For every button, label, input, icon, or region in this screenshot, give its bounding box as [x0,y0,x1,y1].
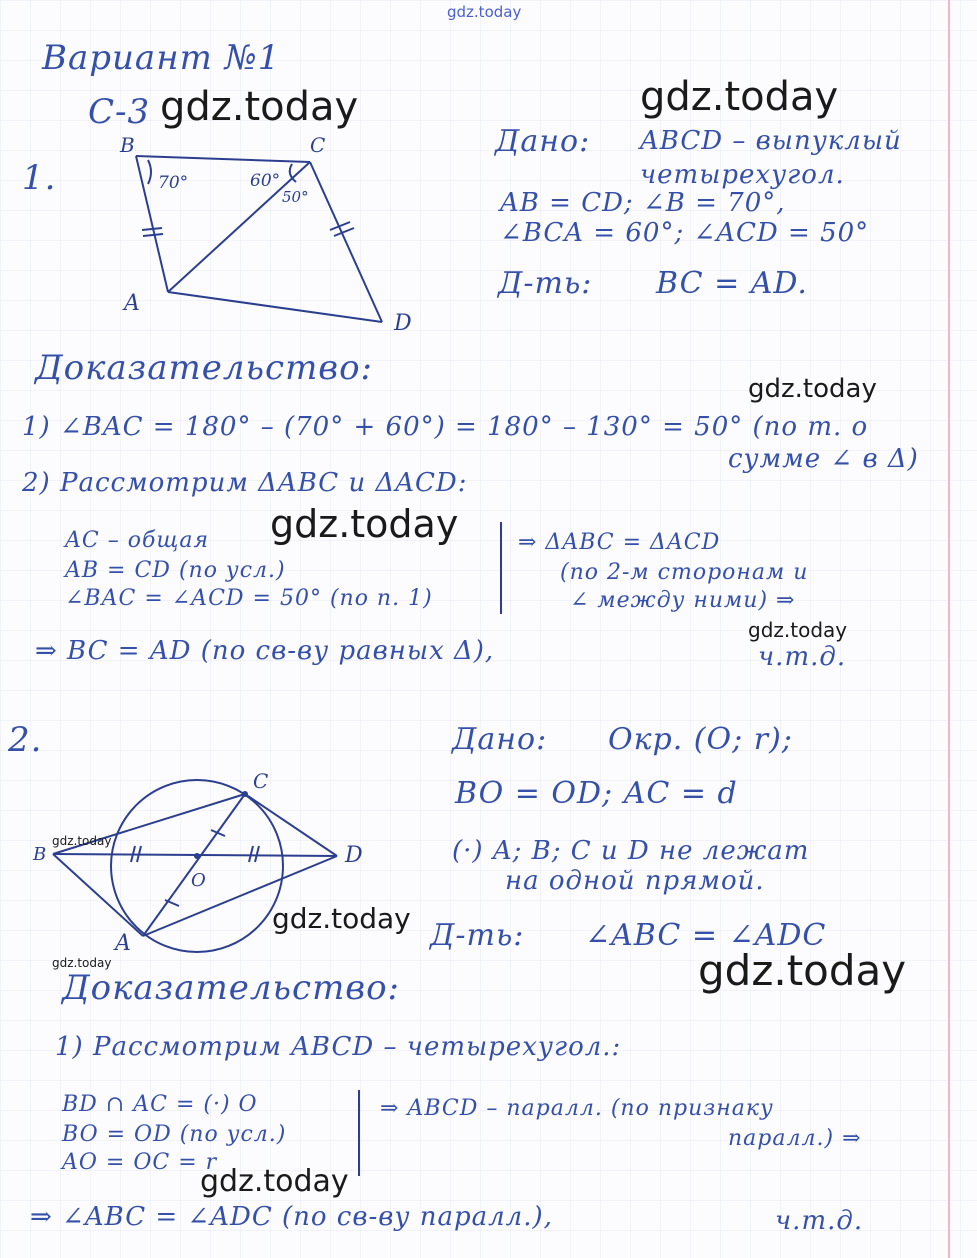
label-c: C [310,133,326,157]
label-o: O [191,870,206,891]
watermark: gdz.today [640,74,839,120]
segment-bc [136,156,310,162]
p2-conclusion-line-2: паралл.) ⇒ [728,1126,862,1151]
diagonal-ac [168,162,310,292]
p2-given-line-2: BO = OD; AC = d [455,776,738,811]
p1-conclusion-line-1: ⇒ ΔABC = ΔACD [518,530,721,555]
watermark: gdz.today [272,902,411,935]
angle-b-value: 70° [158,173,189,193]
tick-ab-2 [143,234,163,236]
p1-proof-title: Доказательство: [35,348,374,388]
p1-qed: ч.т.д. [758,642,847,672]
p1-given-label: Дано: [495,124,591,159]
p2-system-line-3: AO = OC = r [62,1150,218,1175]
circle-o [111,780,283,952]
p1-conclusion-line-3: ∠ между ними) ⇒ [570,588,796,613]
p2-prove-label: Д-ть: [430,918,525,953]
variant-title: Вариант №1 [42,38,281,78]
tick-od [249,846,253,862]
label-d: D [394,311,412,336]
p1-given-line-3: AB = CD; ∠B = 70°, [500,188,786,218]
tick-cd-2 [334,228,354,236]
problem1-figure [110,130,420,340]
watermark: gdz.today [698,946,907,995]
segment-ab [53,854,143,936]
p2-conclusion-line-1: ⇒ ABCD – паралл. (по признаку [380,1096,774,1121]
p1-system-line-2: AB = CD (по усл.) [65,558,286,583]
p2-given-label: Дано: [452,722,548,757]
p2-system-line-1: BD ∩ AC = (·) O [62,1092,258,1117]
watermark: gdz.today [52,834,112,848]
watermark: gdz.today [160,84,359,130]
p1-prove-statement: BC = AD. [656,266,808,301]
margin-line [948,0,950,1258]
label-b: B [120,133,135,157]
p1-given-line-4: ∠BCA = 60°; ∠ACD = 50° [500,218,870,248]
watermark: gdz.today [200,1164,349,1199]
segment-ad [168,292,382,322]
p2-final: ⇒ ∠ABC = ∠ADC (по св-ву паралл.), [30,1202,553,1232]
p1-given-line-1: ABCD – выпуклый [640,126,902,156]
angle-arc-b [148,160,151,184]
p1-step1: 1) ∠BAC = 180° – (70° + 60°) = 180° – 130° = 50° (по т. о [22,412,869,442]
work-code: С-3 [88,92,151,132]
p2-step1: 1) Рассмотрим ABCD – четырехугол.: [55,1032,622,1062]
tick-od-2 [255,846,259,862]
watermark: gdz.today [748,374,877,404]
label-b: B [33,844,47,865]
problem1-number: 1. [22,158,57,198]
p1-given-line-2: четырехугол. [640,160,845,190]
watermark: gdz.today [52,956,112,970]
p2-given-line-1: Окр. (O; r); [608,722,793,757]
label-a: A [124,291,140,316]
point-c [242,791,248,797]
p2-qed: ч.т.д. [775,1206,864,1236]
p1-step1-cont: сумме ∠ в Δ) [728,444,919,474]
label-d: D [345,843,363,868]
problem2-number: 2. [8,720,43,760]
p2-prove-statement: ∠ABC = ∠ADC [585,918,827,953]
p1-system-brace [500,522,502,614]
p2-system-brace [358,1090,360,1176]
segment-cd [310,162,382,322]
label-a: A [115,931,131,956]
p1-prove-label: Д-ть: [498,266,593,301]
p2-given-line-4: на одной прямой. [505,866,765,896]
label-c: C [253,769,269,793]
watermark: gdz.today [270,502,459,546]
p2-proof-title: Доказательство: [62,968,401,1008]
p1-final: ⇒ BC = AD (по св-ву равных Δ), [35,636,495,666]
p1-step2: 2) Рассмотрим ΔABC и ΔACD: [22,468,468,498]
p1-conclusion-line-2: (по 2-м сторонам и [560,560,809,585]
angle-acd-value: 50° [282,188,309,206]
site-mark: gdz.today [447,3,522,21]
watermark: gdz.today [748,618,848,642]
angle-bca-value: 60° [250,171,281,191]
p2-system-line-2: BO = OD (по усл.) [62,1122,287,1147]
p1-system-line-1: AC – общая [65,528,210,553]
p1-system-line-3: ∠BAC = ∠ACD = 50° (по п. 1) [65,586,433,611]
point-o [194,853,200,859]
tick-ab [142,228,162,230]
p2-given-line-3: (·) A; B; C и D не лежат [452,836,810,866]
